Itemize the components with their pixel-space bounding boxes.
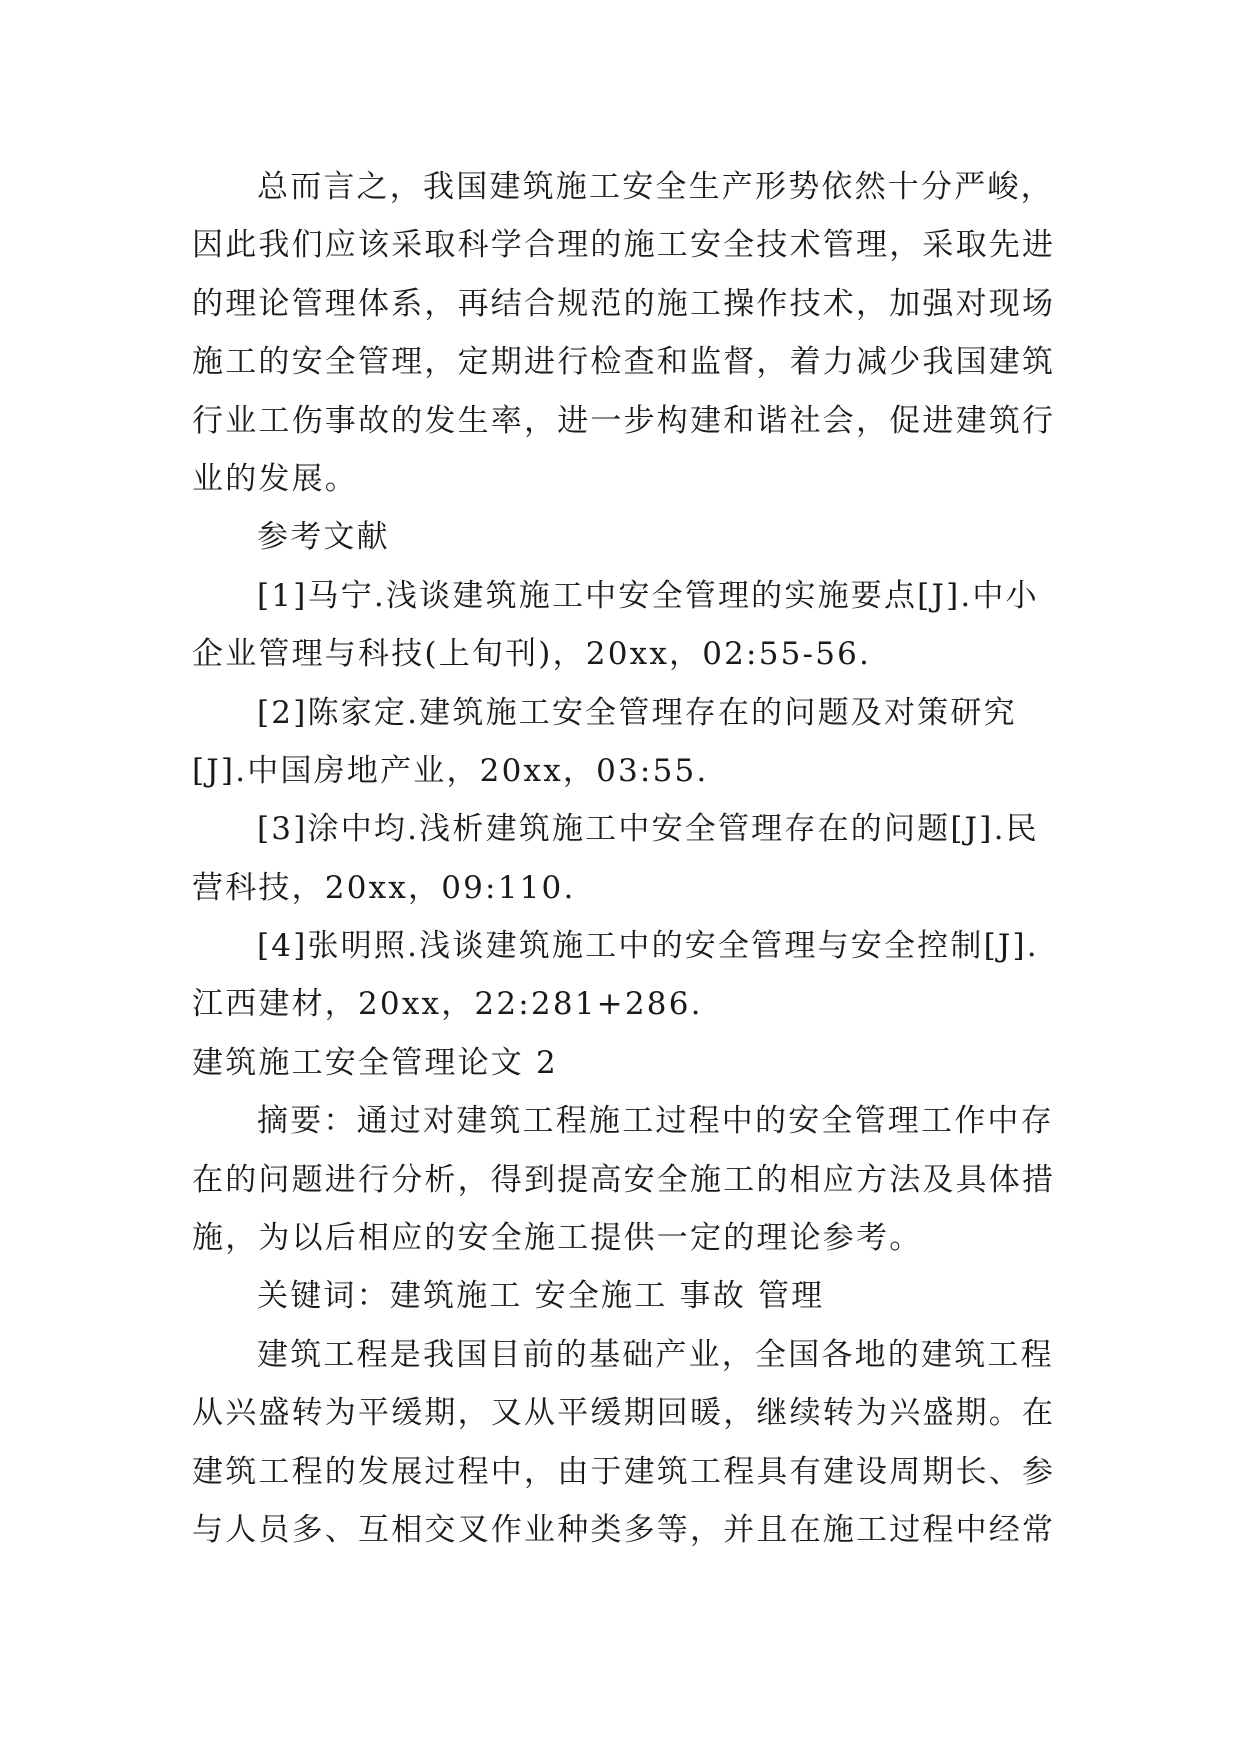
paragraph-line: 因此我们应该采取科学合理的施工安全技术管理，采取先进 xyxy=(192,227,1056,264)
reference-entry xyxy=(192,800,1054,917)
reference-line: [4]张明照.浅谈建筑施工中的安全管理与安全控制[J]. xyxy=(257,928,1039,965)
paragraph-line: 施工的安全管理，定期进行检查和监督，着力减少我国建筑 xyxy=(192,344,1056,381)
paragraph-line: 业的发展。 xyxy=(192,460,358,497)
reference-entry xyxy=(192,917,1054,1034)
paragraph-line: 行业工伤事故的发生率，进一步构建和谐社会，促进建筑行 xyxy=(192,402,1056,439)
document-body xyxy=(192,158,1054,1559)
references-heading: 参考文献 xyxy=(257,519,390,556)
keywords-line: 关键词：建筑施工 安全施工 事故 管理 xyxy=(257,1278,825,1315)
reference-line: 江西建材，20xx，22:281+286. xyxy=(192,986,703,1023)
reference-entry xyxy=(192,567,1054,684)
reference-entry xyxy=(192,684,1054,801)
body-line: 与人员多、互相交叉作业种类多等，并且在施工过程中经常 xyxy=(192,1511,1056,1548)
reference-line: [1]马宁.浅谈建筑施工中安全管理的实施要点[J].中小 xyxy=(257,577,1039,614)
paragraph-line: 的理论管理体系，再结合规范的施工操作技术，加强对现场 xyxy=(192,285,1056,322)
abstract-line: 施，为以后相应的安全施工提供一定的理论参考。 xyxy=(192,1220,923,1257)
body-line: 建筑工程的发展过程中，由于建筑工程具有建设周期长、参 xyxy=(192,1453,1056,1490)
reference-line: 企业管理与科技(上旬刊)，20xx，02:55-56. xyxy=(192,636,872,673)
reference-line: [J].中国房地产业，20xx，03:55. xyxy=(192,752,709,789)
body-line: 建筑工程是我国目前的基础产业，全国各地的建筑工程 xyxy=(257,1336,1054,1373)
paragraph-line: 总而言之，我国建筑施工安全生产形势依然十分严峻， xyxy=(257,169,1054,205)
essay-title: 建筑施工安全管理论文 2 xyxy=(192,1044,558,1081)
reference-line: [2]陈家定.建筑施工安全管理存在的问题及对策研究 xyxy=(257,694,1017,731)
body-line: 从兴盛转为平缓期，又从平缓期回暖，继续转为兴盛期。在 xyxy=(192,1395,1056,1432)
conclusion-paragraph xyxy=(192,158,1054,508)
reference-line: 营科技，20xx，09:110. xyxy=(192,869,576,906)
abstract-line: 摘要：通过对建筑工程施工过程中的安全管理工作中存 xyxy=(257,1103,1054,1140)
abstract-paragraph xyxy=(192,1092,1054,1267)
abstract-line: 在的问题进行分析，得到提高安全施工的相应方法及具体措 xyxy=(192,1161,1056,1198)
reference-line: [3]涂中均.浅析建筑施工中安全管理存在的问题[J].民 xyxy=(257,811,1039,848)
body-paragraph xyxy=(192,1326,1054,1560)
